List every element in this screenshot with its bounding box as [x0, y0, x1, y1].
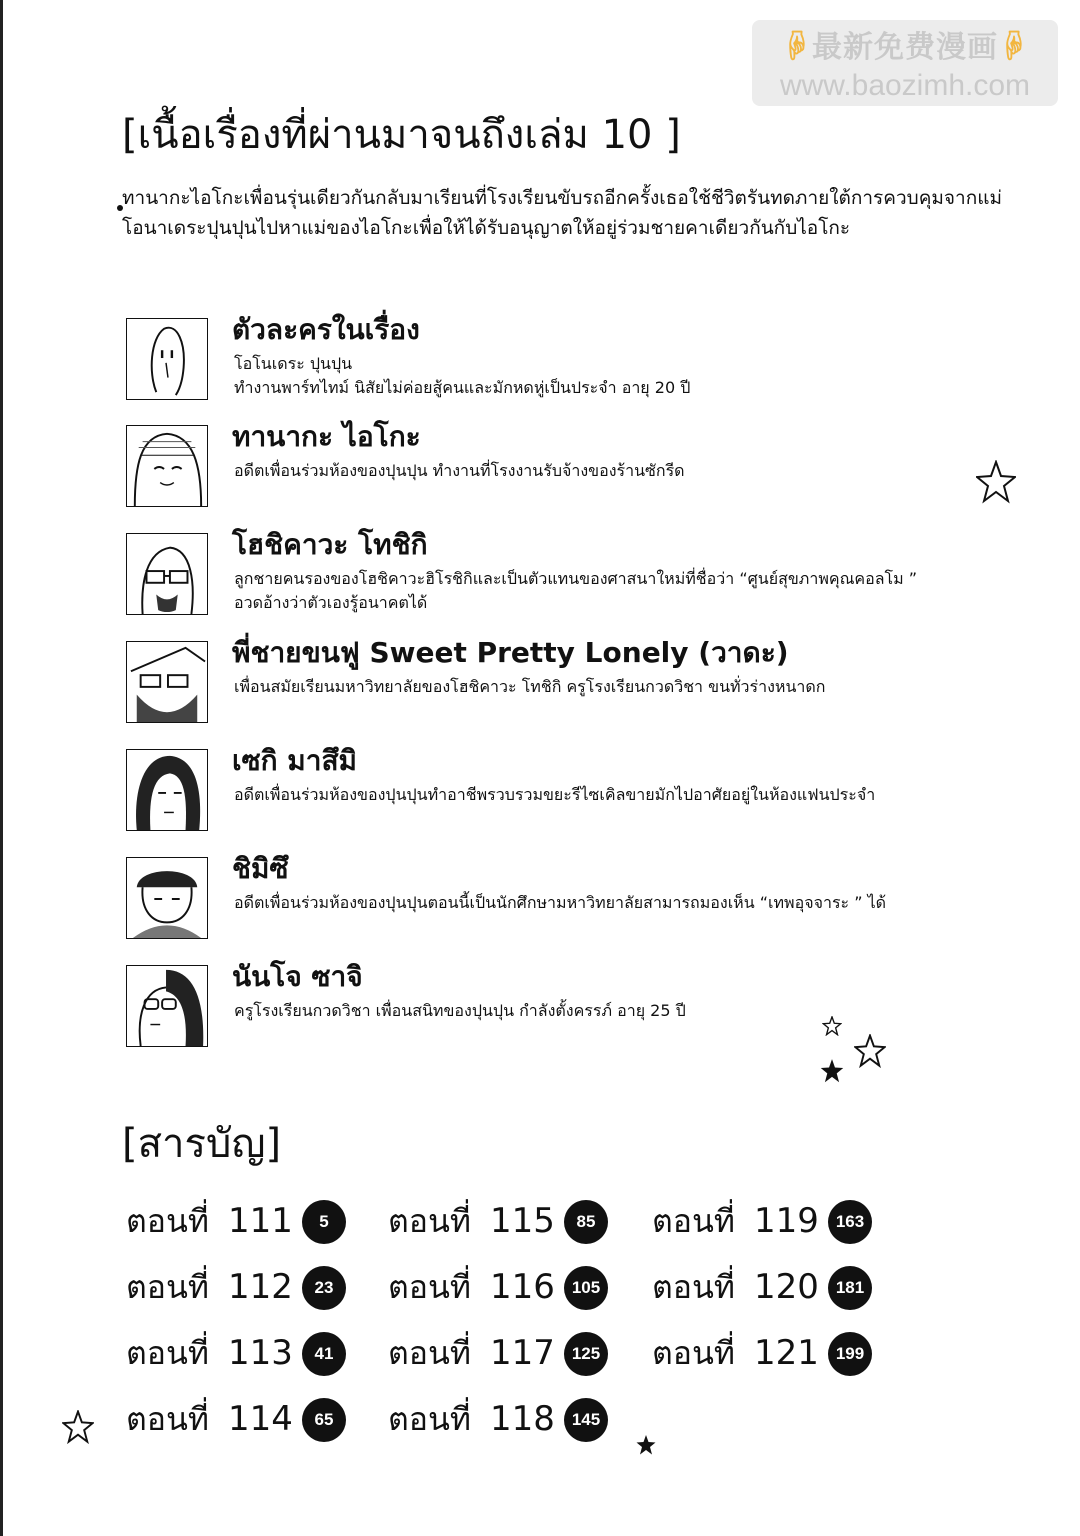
pointing-down-icon: ☟ [998, 31, 1029, 64]
character-desc-line: อดีตเพื่อนร่วมห้องของปุนปุนตอนนี้เป็นนักศึกษามหาวิทยาลัยสามารถมองเห็น “เทพอุจจาระ ” ได้ [234, 893, 887, 912]
toc-page-badge: 85 [564, 1200, 608, 1244]
toc-page-badge: 181 [828, 1266, 872, 1310]
toc-entry-label: ตอนที่ [126, 1334, 209, 1372]
character-entry [126, 960, 1026, 1055]
watermark [752, 20, 1058, 106]
character-entry [126, 420, 1026, 515]
toc-entry-label: ตอนที่ [126, 1202, 209, 1240]
character-desc-line: โอโนเดระ ปุนปุน [234, 354, 353, 373]
toc-page-badge: 199 [828, 1332, 872, 1376]
toc-entry[interactable] [388, 1395, 638, 1445]
woman-glasses-icon [127, 966, 207, 1046]
summary-title: [เนื้อเรื่องที่ผ่านมาจนถึงเล่ม 10 ] [122, 112, 681, 158]
watermark-url: www.baozimh.com [779, 69, 1031, 102]
toc-entry-number: 111 [228, 1201, 293, 1241]
character-description [234, 891, 1014, 915]
star-outline-icon [976, 460, 1016, 504]
girl-face-icon [127, 426, 207, 506]
toc-entry-number: 120 [754, 1267, 819, 1307]
character-desc-line: เพื่อนสมัยเรียนมหาวิทยาลัยของโฮชิคาวะ โทชิกิ ครูโรงเรียนกวดวิชา ขนทั่วร่างหนาดก [234, 677, 826, 696]
pointing-down-icon: ☟ [781, 31, 812, 64]
character-name: โฮชิคาวะ โทชิกิ [232, 528, 428, 561]
character-desc-line: ครูโรงเรียนกวดวิชา เพื่อนสนิทของปุนปุน กำลังตั้งครรภ์ อายุ 25 ปี [234, 1001, 686, 1020]
character-name: นันโจ ซาจิ [232, 960, 363, 993]
character-desc-line: อวดอ้างว่าตัวเองรู้อนาคตได้ [234, 593, 428, 612]
star-filled-icon [636, 1434, 656, 1456]
man-glasses-icon [127, 534, 207, 614]
portrait-wada [126, 641, 208, 723]
character-description [234, 459, 1014, 483]
portrait-seki [126, 749, 208, 831]
portrait-sachi [126, 965, 208, 1047]
toc-entry-number: 112 [228, 1267, 293, 1307]
character-name: ชิมิซึ [232, 852, 289, 885]
toc-entry-number: 121 [754, 1333, 819, 1373]
toc-entry[interactable] [126, 1329, 376, 1379]
toc-page-badge: 41 [302, 1332, 346, 1376]
summary-text: ทานากะไอโกะเพื่อนรุ่นเดียวกันกลับมาเรียนที่โรงเรียนขับรถอีกครั้งเธอใช้ชีวิตรันทดภายใต้การควบคุมจากแม่โอนาเดระปุนปุนไปหาแม่ของไอโกะเพื่อให้ได้รับอนุญาตให้อยู่ร่วมชายคาเดียวกันกับไอโกะ [122, 187, 1003, 239]
character-name: พี่ชายขนฟู Sweet Pretty Lonely (วาดะ) [232, 636, 789, 669]
toc-entry[interactable] [652, 1329, 902, 1379]
character-name: ทานากะ ไอโกะ [232, 420, 421, 453]
long-hair-woman-icon [127, 750, 207, 830]
toc-page-badge: 125 [564, 1332, 608, 1376]
toc-entry-number: 116 [490, 1267, 555, 1307]
toc-entry-label: ตอนที่ [388, 1202, 471, 1240]
character-entry [126, 528, 1026, 623]
character-description [234, 352, 1014, 400]
character-description [234, 999, 1014, 1023]
toc-entry-label: ตอนที่ [652, 1202, 735, 1240]
character-entry [126, 636, 1026, 731]
character-desc-line: ทำงานพาร์ทไทม์ นิสัยไม่ค่อยสู้คนและมักหดหู่เป็นประจำ อายุ 20 ปี [234, 378, 691, 397]
character-entry [126, 744, 1026, 839]
toc-entry-label: ตอนที่ [652, 1334, 735, 1372]
toc-entry-number: 119 [754, 1201, 819, 1241]
character-description [234, 675, 1014, 699]
toc-entry[interactable] [388, 1263, 638, 1313]
toc-page-badge: 65 [302, 1398, 346, 1442]
toc-entry-number: 114 [228, 1399, 293, 1439]
toc-entry-label: ตอนที่ [388, 1268, 471, 1306]
toc-entry-number: 117 [490, 1333, 555, 1373]
toc-page-badge: 5 [302, 1200, 346, 1244]
portrait-toshiki [126, 533, 208, 615]
character-description [234, 783, 1014, 807]
toc-entry[interactable] [652, 1263, 902, 1313]
toc-entry[interactable] [388, 1197, 638, 1247]
character-name: ตัวละครในเรื่อง [232, 313, 420, 346]
toc-page-badge: 105 [564, 1266, 608, 1310]
star-outline-icon [822, 1016, 842, 1036]
toc-page-badge: 163 [828, 1200, 872, 1244]
character-description [234, 567, 1014, 615]
star-outline-icon [62, 1410, 94, 1444]
star-outline-icon [854, 1034, 886, 1068]
page-edge [0, 0, 3, 1536]
character-desc-line: อดีตเพื่อนร่วมห้องของปุนปุน ทำงานที่โรงงานรับจ้างของร้านซักรีด [234, 461, 685, 480]
toc-entry[interactable] [126, 1263, 376, 1313]
beanie-boy-icon [127, 858, 207, 938]
portrait-aiko [126, 425, 208, 507]
toc-entry-label: ตอนที่ [126, 1400, 209, 1438]
toc-entry-number: 113 [228, 1333, 293, 1373]
character-desc-line: ลูกชายคนรองของโฮชิคาวะฮิโรชิกิและเป็นตัวแทนของศาสนาใหม่ที่ชื่อว่า “ศูนย์สุขภาพคุณคอลโม ” [234, 569, 918, 588]
toc-title: [สารบัญ] [122, 1121, 282, 1167]
character-name: เซกิ มาสึมิ [232, 744, 358, 777]
toc-entry[interactable] [388, 1329, 638, 1379]
toc-page-badge: 145 [564, 1398, 608, 1442]
toc-entry-label: ตอนที่ [388, 1400, 471, 1438]
toc-entry[interactable] [126, 1197, 376, 1247]
bearded-man-icon [127, 642, 207, 722]
portrait-shimizu [126, 857, 208, 939]
toc-entry[interactable] [126, 1395, 376, 1445]
toc-entry[interactable] [652, 1197, 902, 1247]
punpun-bird-icon [127, 319, 207, 399]
star-filled-icon [820, 1058, 844, 1084]
character-entry [126, 313, 1026, 408]
toc-entry-number: 118 [490, 1399, 555, 1439]
portrait-punpun [126, 318, 208, 400]
character-entry [126, 852, 1026, 947]
toc-entry-label: ตอนที่ [126, 1268, 209, 1306]
toc-entry-number: 115 [490, 1201, 555, 1241]
toc-entry-label: ตอนที่ [652, 1268, 735, 1306]
toc-page-badge: 23 [302, 1266, 346, 1310]
watermark-line1: 最新免费漫画 [812, 31, 998, 64]
character-desc-line: อดีตเพื่อนร่วมห้องของปุนปุนทำอาชีพรวบรวมขยะรีไซเคิลขายมักไปอาศัยอยู่ในห้องแฟนประจำ [234, 785, 876, 804]
toc-entry-label: ตอนที่ [388, 1334, 471, 1372]
